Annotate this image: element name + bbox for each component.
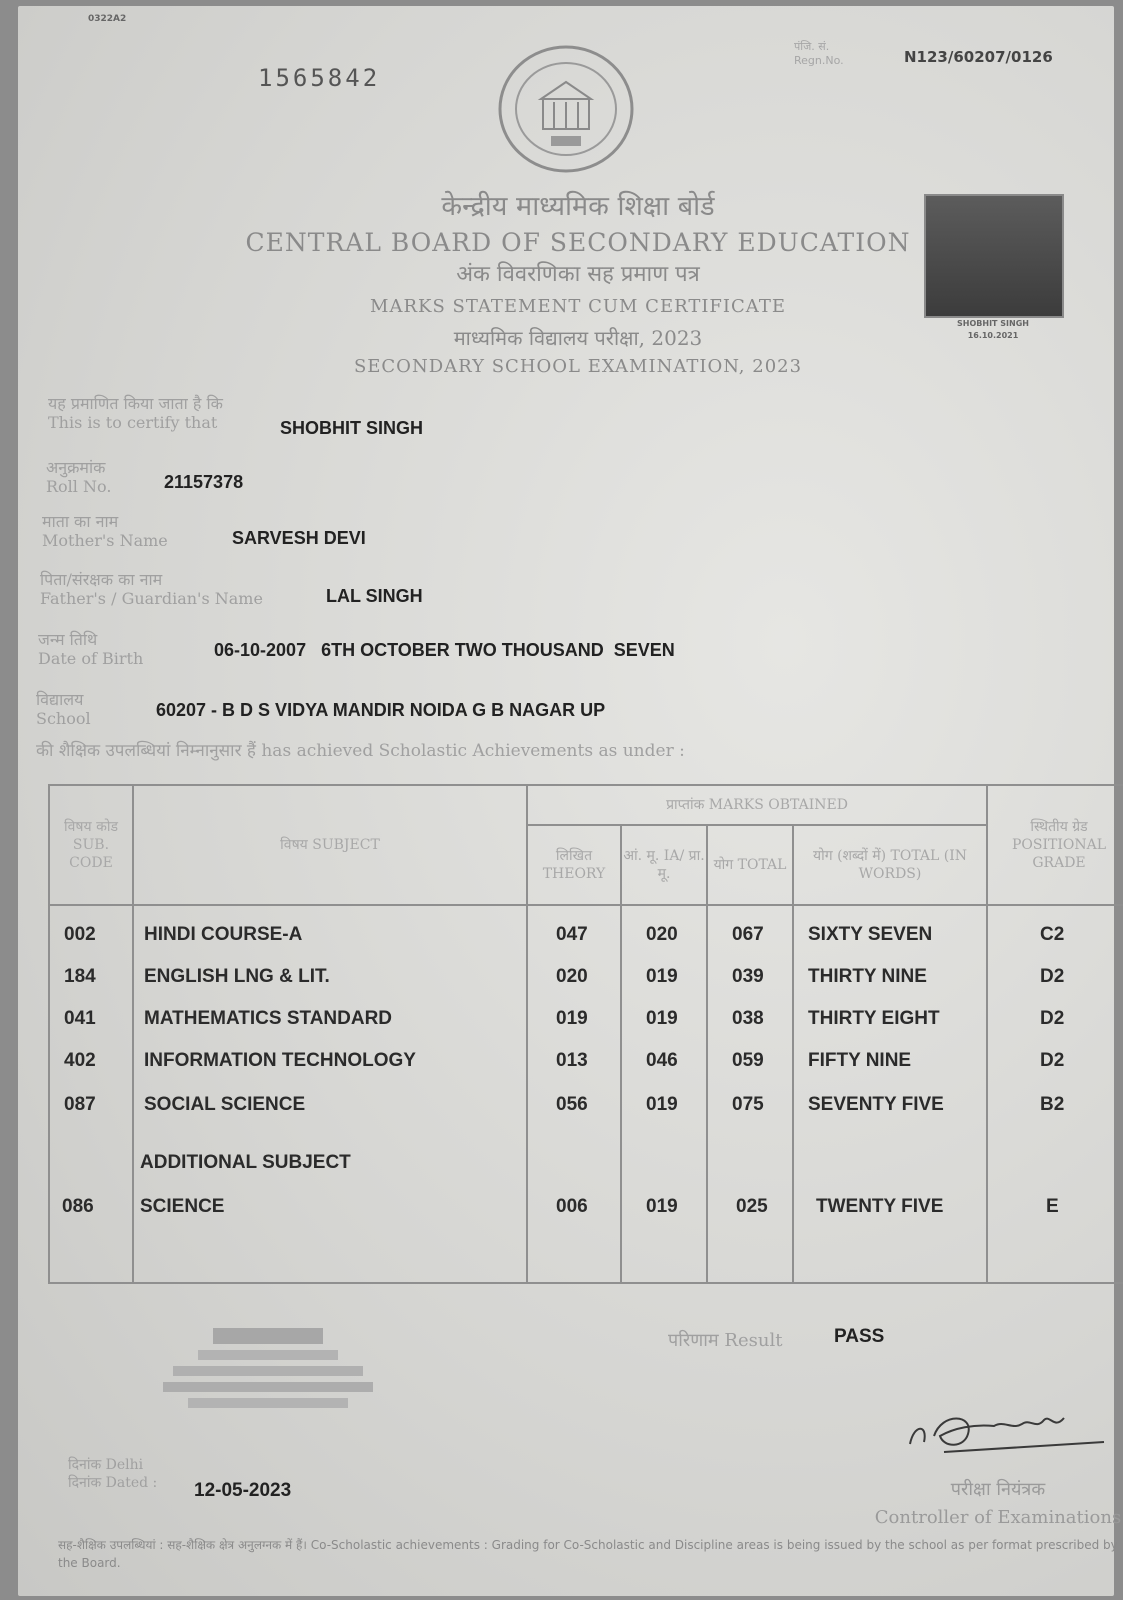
registration-label-en: Regn.No.: [794, 54, 844, 67]
row-grade: D2: [1040, 1050, 1065, 1071]
row-total-words: SEVENTY FIVE: [808, 1094, 944, 1115]
date-label-place: दिनांक Delhi: [68, 1457, 144, 1473]
row-code: 184: [64, 966, 96, 987]
row-code: 086: [62, 1196, 94, 1217]
board-name: CENTRAL BOARD OF SECONDARY EDUCATION: [245, 228, 911, 257]
marks-rows: [48, 924, 1123, 1284]
row-theory: 020: [556, 966, 588, 987]
row-total: 025: [736, 1196, 768, 1217]
date-issued: 12-05-2023: [194, 1480, 292, 1501]
result-value: PASS: [834, 1326, 885, 1347]
field-roll: [46, 458, 111, 496]
top-code: 0322A2: [88, 14, 127, 24]
row-subject: INFORMATION TECHNOLOGY: [144, 1050, 416, 1071]
exam-name-hindi: माध्यमिक विद्यालय परीक्षा, 2023: [453, 326, 703, 350]
registration-label-hi: पंजि. सं.: [794, 40, 830, 53]
board-name-hindi: केन्द्रीय माध्यमिक शिक्षा बोर्ड: [441, 191, 715, 222]
father-name: LAL SINGH: [326, 586, 423, 606]
field-label-hi: जन्म तिथि: [38, 630, 98, 649]
row-ia: 019: [646, 1008, 678, 1029]
row-subject: MATHEMATICS STANDARD: [144, 1008, 393, 1029]
row-total: 059: [732, 1050, 764, 1071]
header-theory: लिखित THEORY: [527, 825, 621, 905]
row-subject: SCIENCE: [140, 1196, 225, 1217]
header-subject: विषय SUBJECT: [133, 785, 527, 905]
row-grade: E: [1046, 1196, 1059, 1217]
field-label-hi: अनुक्रमांक: [46, 458, 106, 477]
row-grade: C2: [1040, 924, 1065, 945]
field-certify: [48, 394, 223, 432]
field-label-hi: माता का नाम: [42, 512, 119, 531]
field-label: This is to certify that: [48, 413, 218, 432]
student-photo: [924, 194, 1064, 318]
field-label: Roll No.: [46, 477, 112, 496]
photo-caption-name: SHOBHIT SINGH: [957, 319, 1029, 328]
mother-name: SARVESH DEVI: [232, 528, 366, 548]
photo-caption-date: 16.10.2021: [967, 331, 1019, 340]
document-title-hindi: अंक विवरणिका सह प्रमाण पत्र: [456, 262, 700, 287]
header-marks-obtained: प्राप्तांक MARKS OBTAINED: [527, 785, 987, 825]
field-school: [36, 690, 91, 728]
row-code: 002: [64, 924, 96, 945]
row-code: 041: [64, 1008, 96, 1029]
header-ia: आं. मू. IA/ प्रा. मू.: [621, 825, 707, 905]
field-label-hi: विद्यालय: [36, 690, 84, 709]
row-total: 038: [732, 1008, 764, 1029]
row-ia: 046: [646, 1050, 678, 1071]
field-mother: [42, 512, 168, 550]
certificate-sheet: [18, 6, 1122, 1596]
row-grade: B2: [1040, 1094, 1065, 1115]
cbse-seal-icon: [496, 44, 636, 174]
row-total-words: SIXTY SEVEN: [808, 924, 933, 945]
student-name: SHOBHIT SINGH: [280, 418, 424, 438]
row-total: 039: [732, 966, 764, 987]
serial-number: 1565842: [258, 64, 381, 92]
row-subject: HINDI COURSE-A: [144, 924, 303, 945]
controller-title-hi: परीक्षा नियंत्रक: [950, 1479, 1046, 1500]
field-label-hi: पिता/संरक्षक का नाम: [40, 570, 163, 589]
field-label: School: [36, 709, 91, 728]
header-sub-code: विषय कोड SUB. CODE: [49, 785, 133, 905]
row-ia: 019: [646, 1094, 678, 1115]
row-total-words: THIRTY NINE: [808, 966, 927, 987]
row-ia: 020: [646, 924, 678, 945]
document-title: MARKS STATEMENT CUM CERTIFICATE: [370, 296, 786, 317]
row-total-words: FIFTY NINE: [808, 1050, 912, 1071]
row-grade: D2: [1040, 1008, 1065, 1029]
photo-caption: [918, 318, 1068, 342]
row-total-words: TWENTY FIVE: [816, 1196, 944, 1217]
row-ia: 019: [646, 1196, 678, 1217]
row-theory: 006: [556, 1196, 588, 1217]
date-label-dated: दिनांक Dated :: [68, 1475, 158, 1491]
footnote: सह-शैक्षिक उपलब्धियां : सह-शैक्षिक क्षेत्र अनुलग्नक में हैं। Co-Scholastic achievements : Grading for Co-Scholastic and Discipline areas is being issued by the school as per format prescribed by the Board.: [58, 1538, 1118, 1570]
field-label: Father's / Guardian's Name: [40, 589, 263, 608]
controller-signature: [904, 1394, 1114, 1466]
row-subject: SOCIAL SCIENCE: [144, 1094, 306, 1115]
field-father: [40, 570, 263, 608]
row-total: 067: [732, 924, 764, 945]
achievements-statement: की शैक्षिक उपलब्धियां निम्नानुसार हैं has achieved Scholastic Achievements as under :: [36, 741, 685, 761]
field-dob: [38, 630, 143, 668]
row-grade: D2: [1040, 966, 1065, 987]
row-theory: 013: [556, 1050, 588, 1071]
row-code: 402: [64, 1050, 96, 1071]
date-label: [68, 1456, 157, 1492]
exam-name: SECONDARY SCHOOL EXAMINATION, 2023: [353, 356, 803, 377]
header-positional-grade: स्थितीय ग्रेड POSITIONAL GRADE: [987, 785, 1123, 905]
field-label: Mother's Name: [42, 531, 168, 550]
additional-subject-heading: ADDITIONAL SUBJECT: [140, 1152, 351, 1173]
row-theory: 019: [556, 1008, 588, 1029]
row-subject: ENGLISH LNG & LIT.: [144, 966, 330, 987]
header-total-words: योग (शब्दों में) TOTAL (IN WORDS): [793, 825, 987, 905]
registration-label: [794, 40, 844, 68]
row-ia: 019: [646, 966, 678, 987]
controller-title: [868, 1476, 1123, 1532]
row-code: 087: [64, 1094, 96, 1115]
roll-number: 21157378: [164, 472, 244, 492]
school-stamp: [138, 1324, 398, 1454]
school-name: 60207 - B D S VIDYA MANDIR NOIDA G B NAGAR UP: [156, 700, 606, 720]
registration-number: N123/60207/0126: [904, 48, 1053, 66]
field-label: Date of Birth: [38, 649, 144, 668]
row-theory: 047: [556, 924, 588, 945]
row-total: 075: [732, 1094, 764, 1115]
field-label-hi: यह प्रमाणित किया जाता है कि: [48, 394, 223, 413]
result-label: परिणाम Result: [668, 1330, 783, 1351]
header-total: योग TOTAL: [707, 825, 793, 905]
controller-title-en: Controller of Examinations: [874, 1507, 1122, 1528]
row-total-words: THIRTY EIGHT: [808, 1008, 940, 1029]
row-theory: 056: [556, 1094, 588, 1115]
date-of-birth: 06-10-2007 6TH OCTOBER TWO THOUSAND SEVEN: [214, 640, 675, 660]
